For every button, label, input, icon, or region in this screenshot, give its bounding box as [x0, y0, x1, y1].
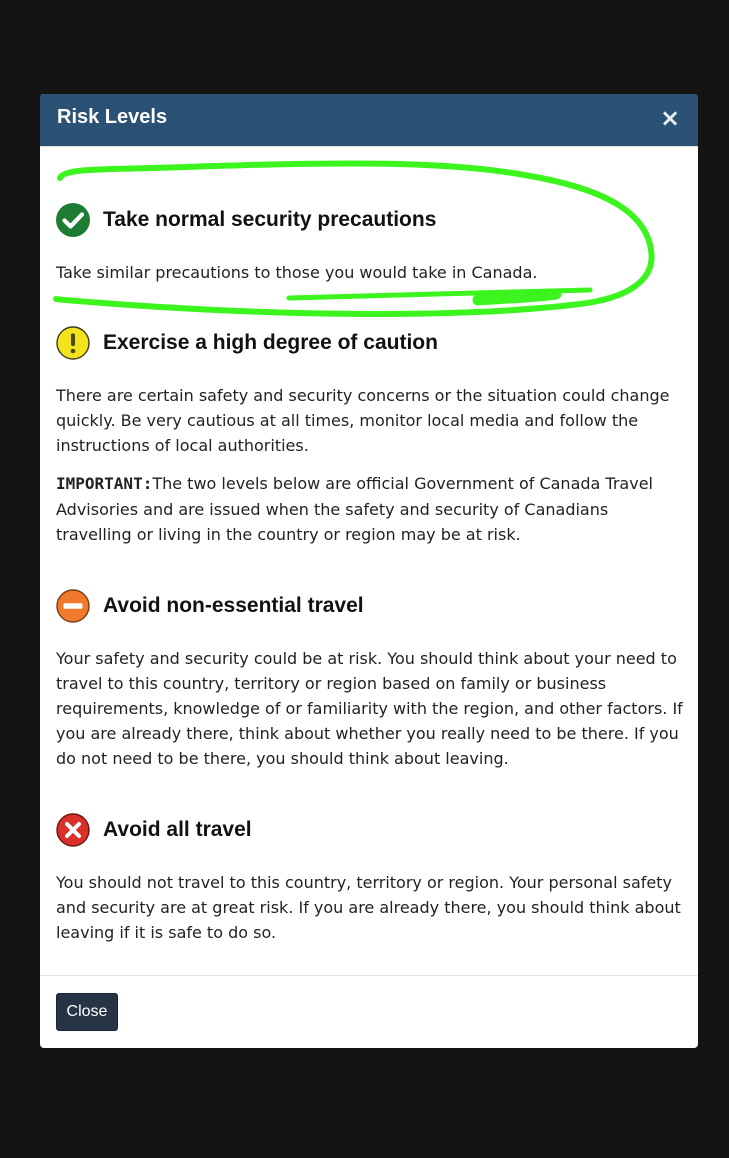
modal-header [40, 94, 698, 147]
level-heading [56, 326, 686, 362]
level-title: Avoid all travel [103, 818, 252, 841]
risk-level-caution [56, 326, 686, 546]
level-title: Avoid non-essential travel [103, 594, 364, 617]
modal-title: Risk Levels [57, 106, 168, 128]
level-heading [56, 203, 686, 239]
risk-level-avoid-non-essential [56, 589, 686, 779]
check-circle-icon [56, 203, 90, 237]
level-description: Your safety and security could be at risk. You should think about your need to travel to this country, territory or region based on family or business requirements, knowledge of or familiarity with the region, and other factors. If you are already there, think about whether you really need to be there. If you do not need to be there, you should think about leaving. [56, 649, 683, 768]
level-title: Take normal security precautions [103, 208, 437, 231]
x-circle-icon [56, 813, 90, 847]
close-button[interactable]: Close [56, 993, 118, 1031]
risk-levels-modal [40, 94, 698, 1048]
footer-divider [40, 975, 698, 976]
important-text: The two levels below are official Government of Canada Travel Advisories and are issued when the safety and security of Canadians travelling or living in the country or region may be at risk. [56, 474, 653, 544]
level-description: You should not travel to this country, territory or region. Your personal safety and security are at great risk. If you are already there, you should think about leaving if it is safe to do so. [56, 873, 681, 942]
level-description: Take similar precautions to those you would take in Canada. [56, 263, 538, 282]
exclamation-circle-icon [56, 326, 90, 360]
minus-circle-icon [56, 589, 90, 623]
level-heading [56, 589, 686, 625]
close-x-icon[interactable]: × [659, 104, 681, 132]
important-note [56, 471, 686, 548]
risk-level-avoid-all [56, 813, 686, 953]
risk-level-normal [56, 203, 686, 288]
level-title: Exercise a high degree of caution [103, 331, 438, 354]
level-description: There are certain safety and security concerns or the situation could change quickly. Be very cautious at all times, monitor local media and follow the instructions of local authorities. [56, 386, 670, 455]
level-heading [56, 813, 686, 849]
important-label: IMPORTANT: [56, 474, 153, 493]
